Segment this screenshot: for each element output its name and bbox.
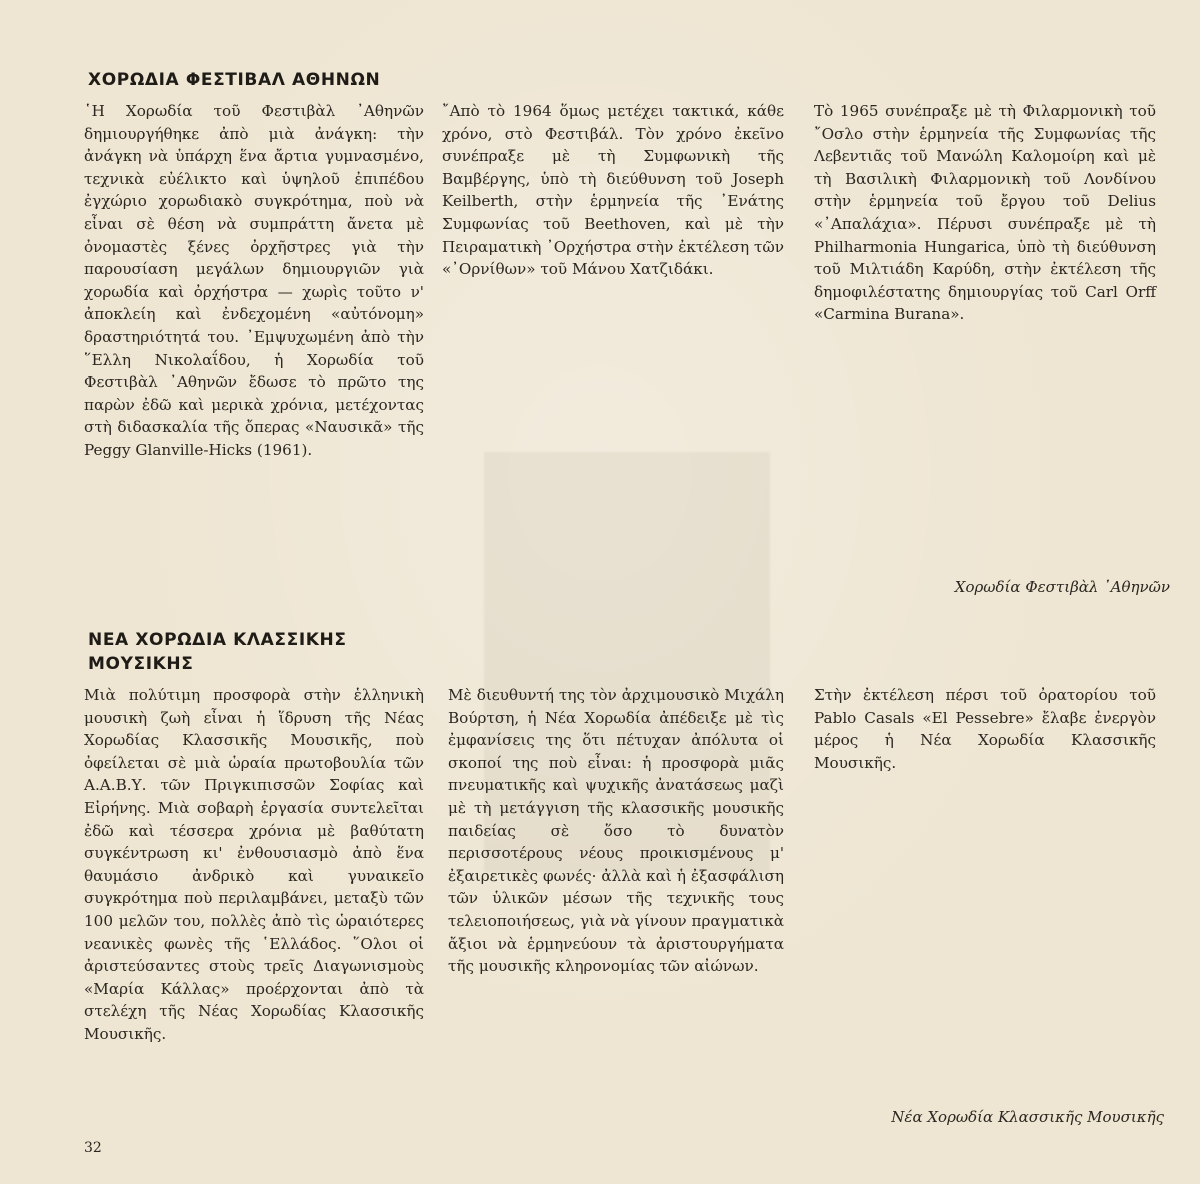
page-number: 32 xyxy=(84,1140,102,1156)
section2-column-3: Στὴν ἐκτέλεση πέρσι τοῦ ὀρατορίου τοῦ Pablo Casals «El Pessebre» ἔλαβε ἐνεργὸν μέρος ἡ Νέα Χορωδία Κλασσικῆς Μουσικῆς. xyxy=(814,686,1156,772)
section1-column-1: ῾Η Χορωδία τοῦ Φεστιβὰλ ᾿Αθηνῶν δημιουργήθηκε ἀπὸ μιὰ ἀνάγκη: τὴν ἀνάγκη νὰ ὑπάρχη ἕνα ἄρτια γυμνασμένο, τεχνικὰ εὐέλικτο καὶ ὑψηλοῦ ἐπιπέδου ἐγχώριο χορωδιακὸ συγκρότημα, ποὺ νὰ εἶναι σὲ θέση νὰ συμπράττη ἄνετα μὲ ὀνομαστὲς ξένες ὀρχῆστρες γιὰ τὴν παρουσίαση μεγάλων δημιουργιῶν γιὰ χορωδία καὶ ὀρχήστρα — χωρὶς τοῦτο ν' ἀποκλείη καὶ ἐνδεχομένη «αὐτόνομη» δραστηριότητά του. ᾿Εμψυχωμένη ἀπὸ τὴν ῞Ελλη Νικολαΐδου, ἡ Χορωδία τοῦ Φεστιβὰλ ᾿Αθηνῶν ἔδωσε τὸ πρῶτο της παρὼν ἐδῶ καὶ μερικὰ χρόνια, μετέχοντας στὴ διδασκαλία τῆς ὄπερας «Ναυσικᾶ» τῆς Peggy Glanville-Hicks (1961). xyxy=(84,102,424,459)
section-heading-line-2: ΜΟΥΣΙΚΗΣ xyxy=(88,654,194,674)
photo-caption-new-classical-chorus: Νέα Χορωδία Κλασσικῆς Μουσικῆς xyxy=(891,1108,1164,1126)
section2-column-1: Μιὰ πολύτιμη προσφορὰ στὴν ἑλληνικὴ μουσικὴ ζωὴ εἶναι ἡ ἵδρυση τῆς Νέας Χορωδίας Κλασσικῆς Μουσικῆς, ποὺ ὀφείλεται σὲ μιὰ ὡραία πρωτοβουλία τῶν Α.Α.Β.Υ. τῶν Πριγκιπισσῶν Σοφίας καὶ Εἰρήνης. Μιὰ σοβαρὴ ἐργασία συντελεῖται ἐδῶ καὶ τέσσερα χρόνια μὲ βαθύτατη συγκέντρωση κι' ἐνθουσιασμὸ ἀπὸ ἕνα θαυμάσιο ἀνδρικὸ καὶ γυναικεῖο συγκρότημα ποὺ περιλαμβάνει, μεταξὺ τῶν 100 μελῶν του, πολλὲς ἀπὸ τὶς ὡραιότερες νεανικὲς φωνὲς τῆς ῾Ελλάδος. ῞Ολοι οἱ ἀριστεύσαντες στοὺς τρεῖς Διαγωνισμοὺς «Μαρία Κάλλας» προέρχονται ἀπὸ τὰ στελέχη τῆς Νέας Χορωδίας Κλασσικῆς Μουσικῆς. xyxy=(84,686,424,1043)
photo-caption-athens-festival-chorus: Χορωδία Φεστιβὰλ ᾿Αθηνῶν xyxy=(954,578,1170,596)
section-heading-line-1: ΝΕΑ ΧΟΡΩΔΙΑ ΚΛΑΣΣΙΚΗΣ xyxy=(88,630,347,650)
section2-column-2: Μὲ διευθυντή της τὸν ἀρχιμουσικὸ Μιχάλη Βούρτση, ἡ Νέα Χορωδία ἀπέδειξε μὲ τὶς ἐμφανίσεις της ὅτι πέτυχαν ἀπόλυτα οἱ σκοποί της ποὺ εἶναι: ἡ προσφορὰ μιᾶς πνευματικῆς καὶ ψυχικῆς ἀνατάσεως μαζὶ μὲ τὴ μετάγγιση τῆς κλασσικῆς μουσικῆς παιδείας σὲ ὅσο τὸ δυνατὸν περισσοτέρους νέους προικισμένους μ' ἐξαιρετικὲς φωνές· ἀλλὰ καὶ ἡ ἐξασφάλιση τῶν ὑλικῶν μέσων τῆς τεχνικῆς τους τελειοποιήσεως, γιὰ νὰ γίνουν πραγματικὰ ἄξιοι νὰ ἑρμηνεύουν τὰ ἀριστουργήματα τῆς μουσικῆς κληρονομίας τῶν αἰώνων. xyxy=(448,686,784,976)
section1-column-2: ῎Απὸ τὸ 1964 ὅμως μετέχει τακτικά, κάθε χρόνο, στὸ Φεστιβάλ. Τὸν χρόνο ἐκεῖνο συνέπραξε μὲ τὴ Συμφωνικὴ τῆς Βαμβέργης, ὑπὸ τὴ διεύθυνση τοῦ Joseph Keilberth, στὴν ἑρμηνεία τῆς ᾿Ενάτης Συμφωνίας τοῦ Beethoven, καὶ μὲ τὴν Πειραματικὴ ᾿Ορχήστρα στὴν ἐκτέλεση τῶν «᾿Ορνίθων» τοῦ Μάνου Χατζιδάκι. xyxy=(442,102,784,279)
section1-column-3: Τὸ 1965 συνέπραξε μὲ τὴ Φιλαρμονικὴ τοῦ ῎Οσλο στὴν ἑρμηνεία τῆς Συμφωνίας τῆς Λεβεντιᾶς τοῦ Μανώλη Καλομοίρη καὶ μὲ τὴ Βασιλικὴ Φιλαρμονικὴ τοῦ Λονδίνου στὴν ἑρμηνεία τοῦ ἔργου τοῦ Delius «᾿Απαλάχια». Πέρυσι συνέπραξε μὲ τὴ Philharmonia Hungarica, ὑπὸ τὴ διεύθυνση τοῦ Μιλτιάδη Καρύδη, στὴν ἐκτέλεση τῆς δημοφιλέστατης δημιουργίας τοῦ Carl Orff «Carmina Burana». xyxy=(814,102,1156,324)
section-heading-new-classical-chorus xyxy=(88,628,347,676)
section-heading-athens-festival-chorus: ΧΟΡΩΔΙΑ ΦΕΣΤΙΒΑΛ ΑΘΗΝΩΝ xyxy=(88,70,381,90)
